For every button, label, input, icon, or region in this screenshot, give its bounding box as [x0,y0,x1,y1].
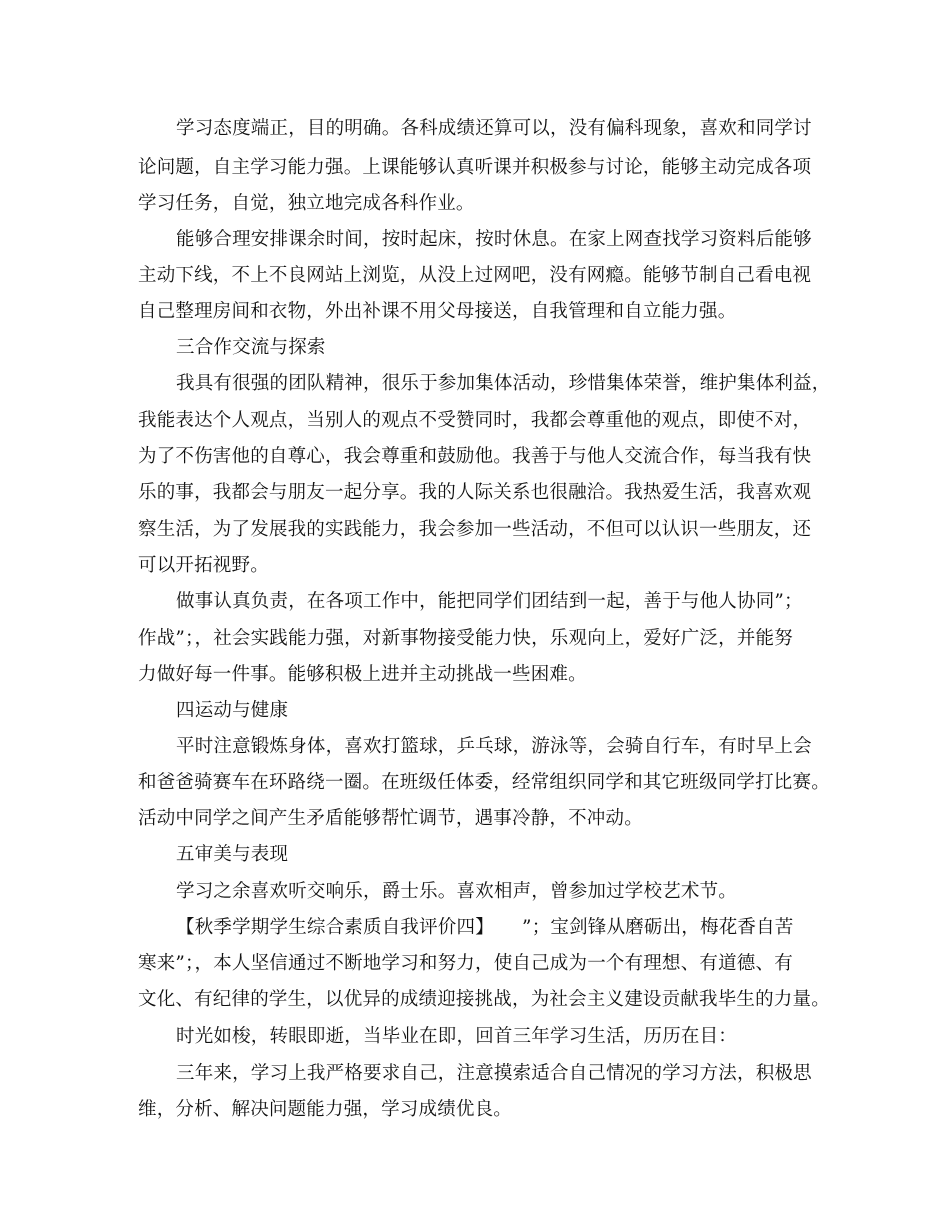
text-line: 平时注意锻炼身体，喜欢打篮球，乒乓球，游泳等，会骑自行车，有时早上会 [176,736,812,757]
text-line: 作战”；，社会实践能力强，对新事物接受能力快，乐观向上，爱好广泛，并能努 [138,628,793,649]
text-line: 学习任务，自觉，独立地完成各科作业。 [138,193,475,214]
text-line: 能够合理安排课余时间，按时起床，按时休息。在家上网查找学习资料后能够 [176,229,812,250]
text-line: 我能表达个人观点，当别人的观点不受赞同时，我都会尊重他的观点，即使不对， [138,410,812,431]
section-heading: 三合作交流与探索 [176,337,326,358]
text-line: 文化、有纪律的学生，以优异的成绩迎接挑战，为社会主义建设贡献我毕生的力量。 [138,989,830,1010]
text-line: 我具有很强的团队精神，很乐于参加集体活动，珍惜集体荣誉，维护集体利益， [176,373,831,394]
text-line: 三年来，学习上我严格要求自己，注意摸索适合自己情况的学习方法，积极思 [176,1063,812,1084]
text-line: 维，分析、解决问题能力强，学习成绩优良。 [138,1099,513,1120]
text-line: 主动下线，不上不良网站上浏览，从没上过网吧，没有网瘾。能够节制自己看电视 [138,265,812,286]
text-line: 学习之余喜欢听交响乐，爵士乐。喜欢相声，曾参加过学校艺术节。 [176,881,738,902]
text-line: 【秋季学期学生综合素质自我评价四】 ”；宝剑锋从磨砺出，梅花香自苦 [176,917,794,938]
text-line: 乐的事，我都会与朋友一起分享。我的人际关系也很融洽。我热爱生活，我喜欢观 [138,482,812,503]
section-heading: 四运动与健康 [176,700,289,721]
text-line: 时光如梭，转眼即逝，当毕业在即，回首三年学习生活，历历在目： [176,1026,738,1047]
text-line: 可以开拓视野。 [138,555,269,576]
text-line: 做事认真负责，在各项工作中，能把同学们团结到一起，善于与他人协同”； [176,591,803,612]
text-line: 察生活，为了发展我的实践能力，我会参加一些活动，不但可以认识一些朋友，还 [138,519,812,540]
section-heading: 五审美与表现 [176,844,289,865]
text-line: 和爸爸骑赛车在环路绕一圈。在班级任体委，经常组织同学和其它班级同学打比赛。 [138,772,830,793]
text-line: 论问题，自主学习能力强。上课能够认真听课并积极参与讨论，能够主动完成各项 [138,157,812,178]
text-line: 自己整理房间和衣物，外出补课不用父母接送，自我管理和自立能力强。 [138,301,737,322]
text-line: 学习态度端正，目的明确。各科成绩还算可以，没有偏科现象，喜欢和同学讨 [176,118,812,139]
text-line: 力做好每一件事。能够积极上进并主动挑战一些困难。 [138,664,587,685]
text-line: 为了不伤害他的自尊心，我会尊重和鼓励他。我善于与他人交流合作，每当我有快 [138,446,812,467]
text-line: 寒来”；，本人坚信通过不断地学习和努力，使自己成为一个有理想、有道德、有 [138,953,793,974]
text-line: 活动中同学之间产生矛盾能够帮忙调节，遇事冷静，不冲动。 [138,808,643,829]
